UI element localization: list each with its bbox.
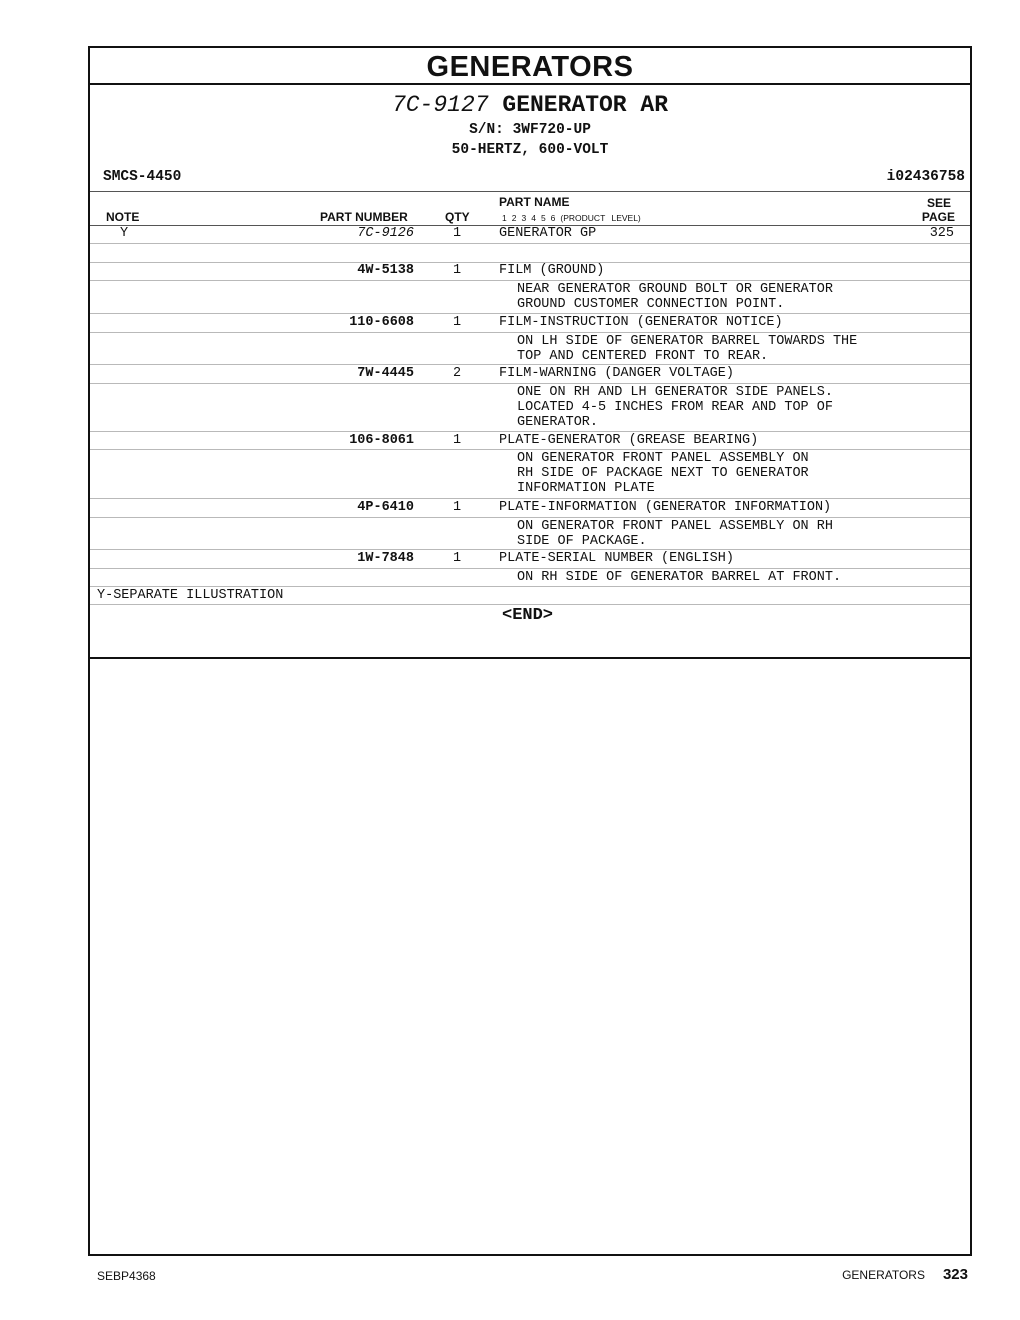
document-ident: i02436758 [886, 169, 965, 185]
header-see: SEE [926, 196, 951, 210]
header-page: PAGE [921, 210, 955, 224]
table-row [90, 226, 970, 242]
row-part-number[interactable]: 1W-7848 [357, 551, 414, 566]
row-qty: 1 [453, 433, 462, 448]
group-title [90, 92, 970, 118]
row-qty: 1 [453, 315, 462, 330]
row-part-name: GENERATOR GP [499, 226, 597, 241]
row-part-name: PLATE-INFORMATION (GENERATOR INFORMATION) [499, 500, 832, 515]
footer-document-number: SEBP4368 [97, 1269, 156, 1283]
row-divider [90, 243, 970, 244]
row-divider [90, 568, 970, 569]
end-marker: <END> [502, 606, 554, 625]
row-qty: 1 [453, 226, 462, 241]
row-divider [90, 604, 970, 605]
row-part-name: FILM (GROUND) [499, 263, 605, 278]
row-qty: 1 [453, 263, 462, 278]
serial-range: S/N: 3WF720-UP [469, 122, 591, 138]
row-divider [90, 313, 970, 314]
footer-page-number: 323 [942, 1266, 968, 1283]
header-qty: QTY [445, 210, 470, 224]
description-text: ON LH SIDE OF GENERATOR BARREL TOWARDS THE TOP AND CENTERED FRONT TO REAR. [517, 334, 858, 364]
row-part-number[interactable]: 106-8061 [349, 433, 414, 448]
row-part-number[interactable]: 4P-6410 [357, 500, 414, 515]
section-title: GENERATORS [90, 48, 970, 85]
row-qty: 2 [453, 366, 462, 381]
footer-right [842, 1266, 968, 1283]
row-divider [90, 383, 970, 384]
row-part-name: FILM-WARNING (DANGER VOLTAGE) [499, 366, 734, 381]
page-frame [88, 46, 972, 1256]
row-part-number[interactable]: 7C-9126 [357, 226, 414, 241]
header-part-name: PART NAME [499, 195, 570, 209]
row-divider [90, 498, 970, 499]
row-divider [90, 586, 970, 587]
group-part-number[interactable]: 7C-9127 [391, 92, 489, 118]
description-text: ONE ON RH AND LH GENERATOR SIDE PANELS. LOCATED 4-5 INCHES FROM REAR AND TOP OF GENERATOR. [517, 385, 833, 430]
header-part-number: PART NUMBER [320, 210, 408, 224]
smcs-code: SMCS-4450 [103, 169, 182, 185]
description-text: NEAR GENERATOR GROUND BOLT OR GENERATOR GROUND CUSTOMER CONNECTION POINT. [517, 282, 833, 312]
row-qty: 1 [453, 551, 462, 566]
header-divider [90, 191, 970, 192]
row-divider [90, 280, 970, 281]
description-text: ON RH SIDE OF GENERATOR BARREL AT FRONT. [517, 570, 842, 585]
row-part-number[interactable]: 4W-5138 [357, 263, 414, 278]
row-part-name: PLATE-SERIAL NUMBER (ENGLISH) [499, 551, 734, 566]
row-divider [90, 549, 970, 550]
footer-section: GENERATORS [842, 1268, 925, 1282]
description-text: ON GENERATOR FRONT PANEL ASSEMBLY ON RH SIDE OF PACKAGE NEXT TO GENERATOR INFORMATION PLATE [517, 451, 809, 496]
group-name: GENERATOR AR [502, 92, 669, 118]
content-bottom-rule [90, 657, 970, 659]
row-part-name: PLATE-GENERATOR (GREASE BEARING) [499, 433, 759, 448]
row-see-page[interactable]: 325 [929, 226, 954, 241]
row-part-name: FILM-INSTRUCTION (GENERATOR NOTICE) [499, 315, 783, 330]
row-divider [90, 332, 970, 333]
group-spec: 50-HERTZ, 600-VOLT [451, 142, 609, 158]
row-divider [90, 449, 970, 450]
header-note: NOTE [106, 210, 140, 224]
product-levels: 1 2 3 4 5 6 (PRODUCT LEVEL) [502, 213, 641, 223]
row-qty: 1 [453, 500, 462, 515]
footnote: Y-SEPARATE ILLUSTRATION [97, 588, 284, 603]
description-text: ON GENERATOR FRONT PANEL ASSEMBLY ON RH SIDE OF PACKAGE. [517, 519, 833, 549]
row-part-number[interactable]: 7W-4445 [357, 366, 414, 381]
row-divider [90, 431, 970, 432]
row-part-number[interactable]: 110-6608 [349, 315, 414, 330]
row-divider [90, 364, 970, 365]
row-divider [90, 517, 970, 518]
row-note: Y [120, 226, 129, 241]
